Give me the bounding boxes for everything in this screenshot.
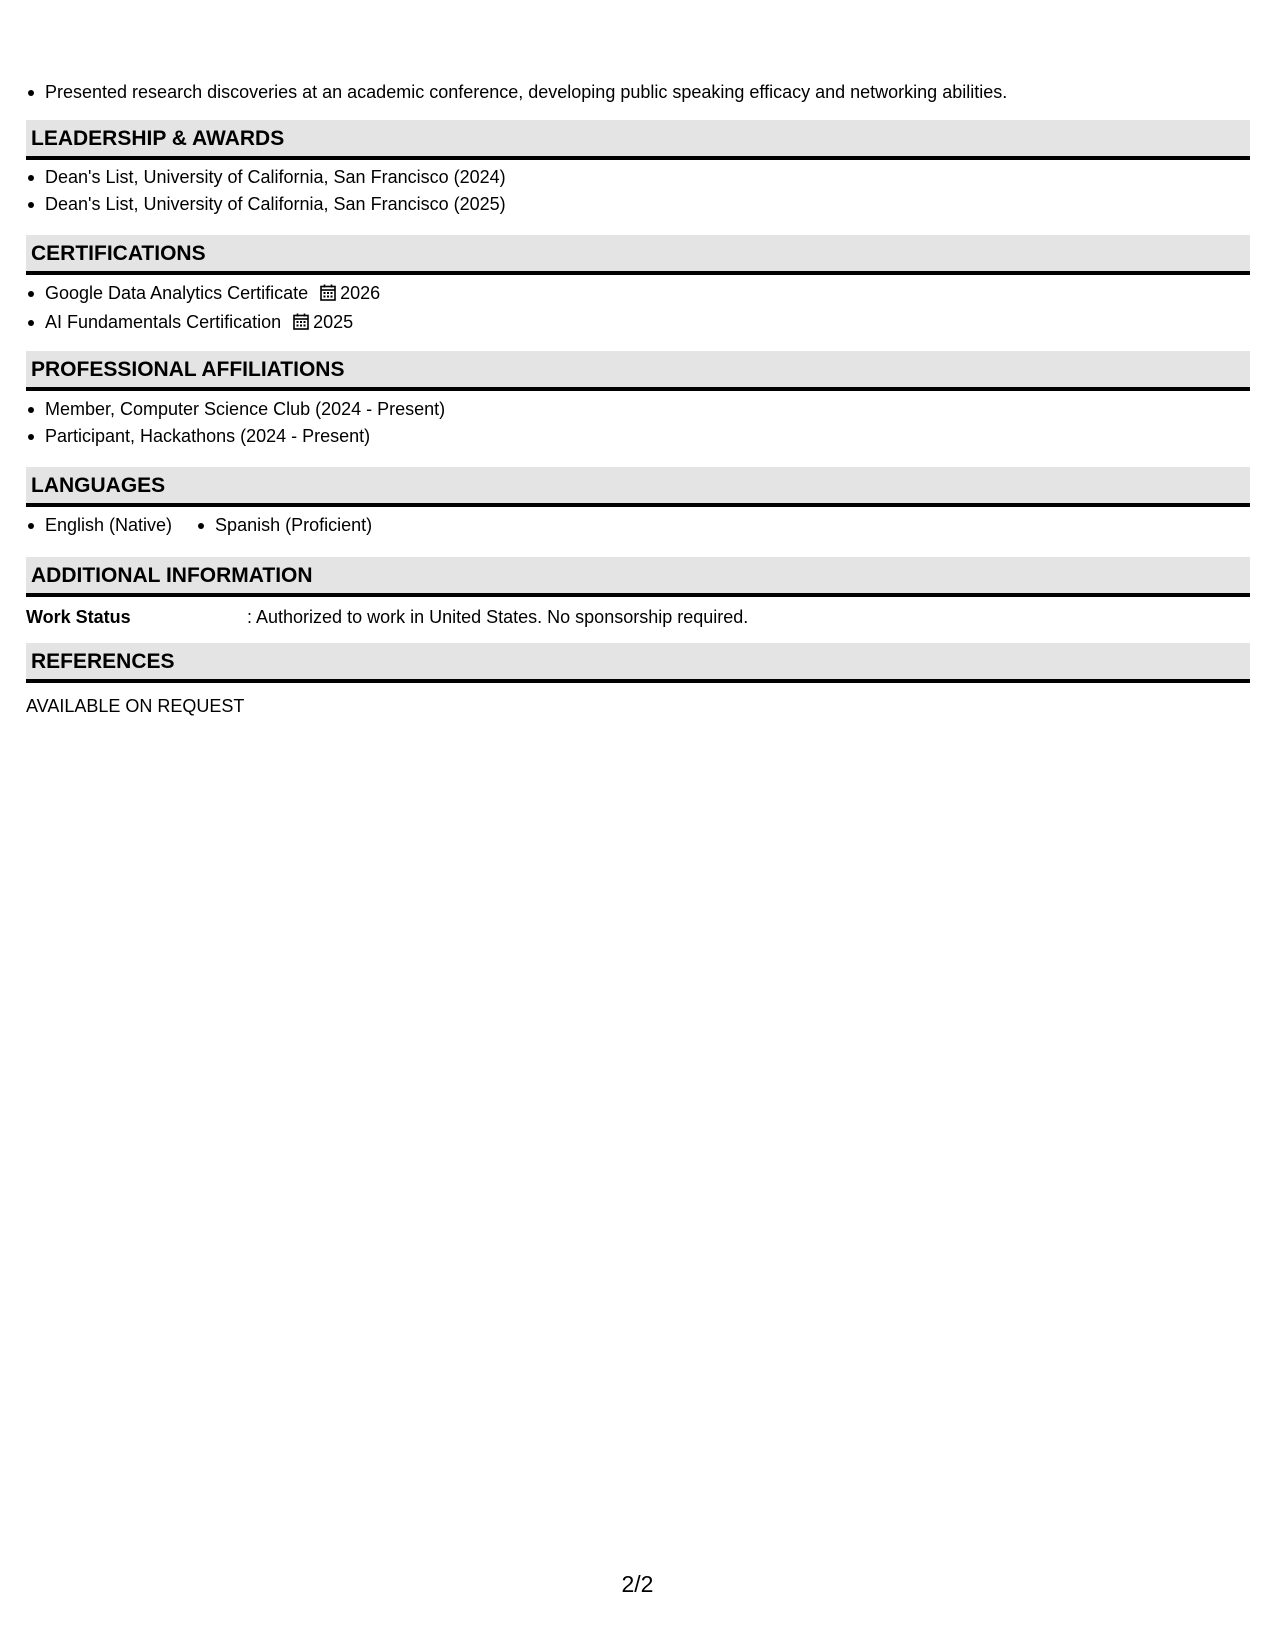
- section-title: ADDITIONAL INFORMATION: [31, 564, 313, 587]
- section-header-additional: [26, 557, 1250, 597]
- work-status-label: Work Status: [26, 607, 131, 627]
- section-title: LANGUAGES: [31, 474, 166, 497]
- certification-name: AI Fundamentals Certification: [45, 312, 282, 332]
- list-item: Participant, Hackathons (2024 - Present): [26, 423, 1250, 450]
- leadership-list: [26, 164, 1250, 218]
- languages-list: [26, 512, 1250, 539]
- calendar-icon: [320, 282, 336, 309]
- section-header-references: [26, 643, 1250, 683]
- section-header-leadership: [26, 120, 1250, 160]
- work-status-value: : Authorized to work in United States. No sponsorship required.: [247, 607, 749, 627]
- section-title: CERTIFICATIONS: [31, 242, 206, 265]
- certification-name: Google Data Analytics Certificate: [45, 283, 309, 303]
- research-list: [26, 79, 1250, 106]
- language-item: English (Native): [26, 512, 172, 539]
- references-text: AVAILABLE ON REQUEST: [26, 696, 245, 716]
- list-item: [26, 309, 1250, 338]
- list-item: Member, Computer Science Club (2024 - Present): [26, 396, 1250, 423]
- section-title: LEADERSHIP & AWARDS: [31, 127, 285, 150]
- certification-year: 2026: [340, 283, 381, 303]
- section-title: PROFESSIONAL AFFILIATIONS: [31, 358, 345, 381]
- section-title: REFERENCES: [31, 650, 175, 673]
- certification-year: 2025: [313, 312, 354, 332]
- list-item: Dean's List, University of California, San Francisco (2024): [26, 164, 1250, 191]
- list-item: Dean's List, University of California, San Francisco (2025): [26, 191, 1250, 218]
- page-number: 2/2: [621, 1571, 654, 1597]
- section-header-languages: [26, 467, 1250, 507]
- section-header-certifications: [26, 235, 1250, 275]
- certifications-list: [26, 280, 1250, 338]
- list-item: Presented research discoveries at an academic conference, developing public speaking efficacy and networking abilities.: [26, 79, 1250, 106]
- list-item: [26, 280, 1250, 309]
- calendar-icon: [293, 311, 309, 338]
- language-item: Spanish (Proficient): [196, 512, 372, 539]
- section-header-affiliations: [26, 351, 1250, 391]
- affiliations-list: [26, 396, 1250, 450]
